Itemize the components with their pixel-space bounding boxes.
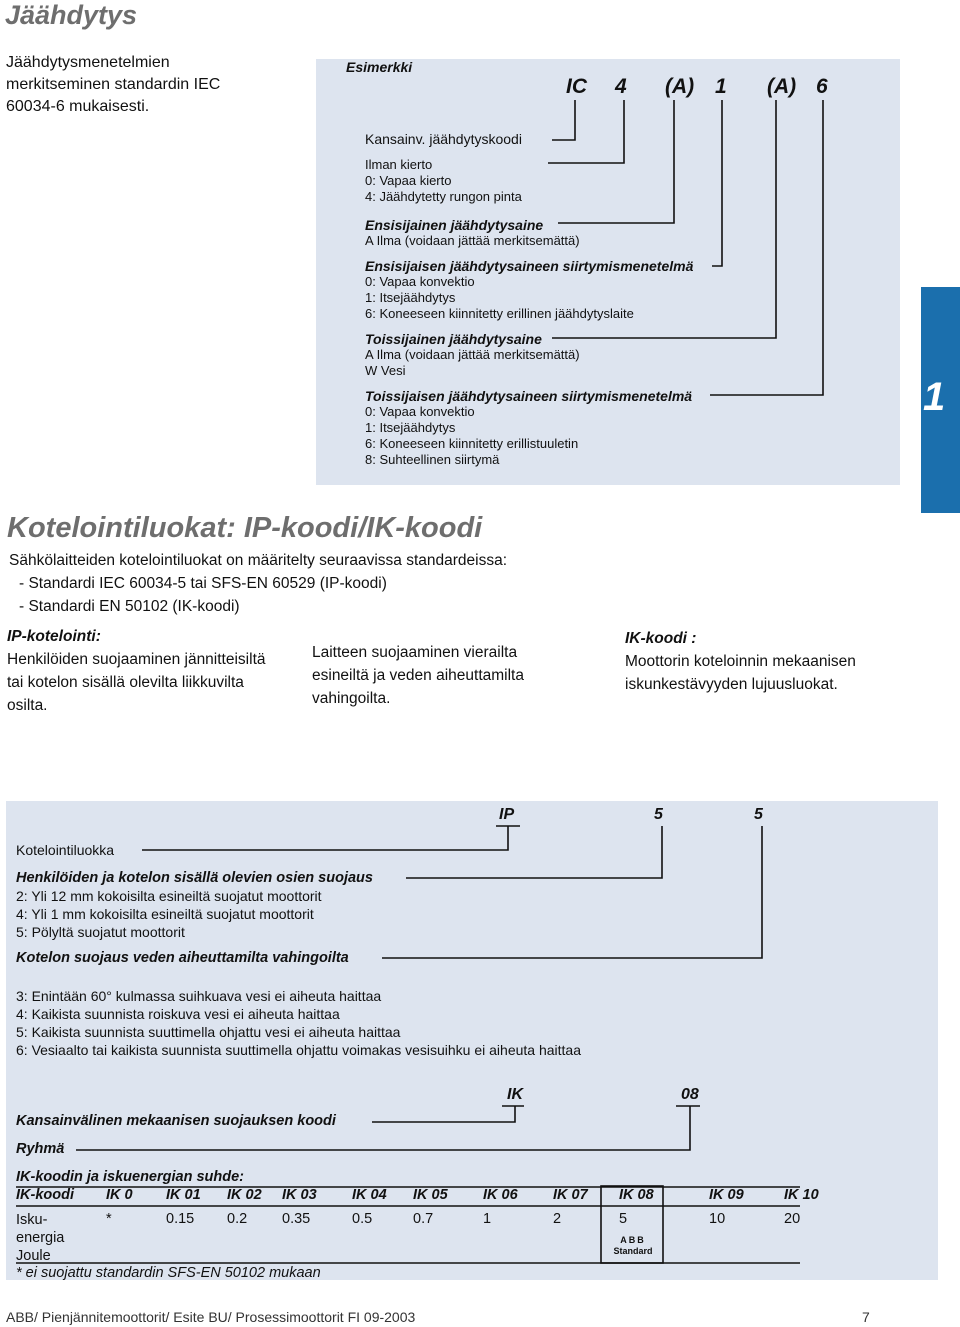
circuit-list: Ilman kierto 0: Vapaa kierto 4: Jäähdytetty rungon pinta bbox=[365, 157, 522, 204]
energy-value: 0.35 bbox=[282, 1211, 311, 1227]
water-protection: 3: Enintään 60° kulmassa suihkuava vesi ei aiheuta haittaa 4: Kaikista suunnista roiskuva vesi ei aiheuta haittaa 5: Kaikista suunnista suuttimella ohjattu vesi ei aiheuta haittaa 6: Vesiaalto tai kaikista suunnista suuttimella ohjattu voimakas vesisuihku ei aiheuta haittaa bbox=[16, 988, 581, 1058]
intro-text: Jäähdytysmenetelmien merkitseminen standardin IEC 60034-6 mukaisesti. bbox=[6, 54, 221, 115]
intl-code-label: Kansainv. jäähdytyskoodi bbox=[365, 131, 522, 147]
enclosure-title: Kotelointiluokat: IP-koodi/IK-koodi bbox=[7, 512, 483, 544]
ik-description: IK-koodi : Moottorin koteloinnin mekaanisen iskunkestävyyden lujuusluokat. bbox=[625, 630, 856, 693]
water-heading: Kotelon suojaus veden aiheuttamilta vahingoilta bbox=[16, 950, 349, 966]
ic-code-secondary-method: 6 bbox=[816, 75, 828, 98]
group-label: Ryhmä bbox=[16, 1141, 65, 1157]
ic-code-secondary: (A) bbox=[767, 75, 797, 98]
energy-value: 1 bbox=[483, 1211, 492, 1227]
ik-header-label: IK-koodi bbox=[16, 1187, 74, 1203]
abb-standard-note: ABB Standard bbox=[613, 1235, 653, 1256]
ik-header-cell: IK 07 bbox=[553, 1187, 588, 1203]
chapter-tab bbox=[921, 287, 960, 513]
secondary-coolant: Toissijainen jäähdytysaine A Ilma (voidaan jättää merkitsemättä) W Vesi bbox=[365, 331, 580, 378]
energy-label: Isku- energia Joule bbox=[16, 1212, 65, 1264]
class-label: Kotelointiluokka bbox=[16, 842, 115, 858]
ic-code-circuit: 4 bbox=[615, 75, 627, 98]
ik-header-cell: IK 05 bbox=[413, 1187, 448, 1203]
ik-header-cell: IK 10 bbox=[784, 1187, 819, 1203]
page-title: Jäähdytys bbox=[5, 0, 138, 30]
energy-value: 0.15 bbox=[166, 1211, 195, 1227]
ik-header-cell: IK 06 bbox=[483, 1187, 518, 1203]
ik-header-cell: IK 04 bbox=[352, 1187, 387, 1203]
ic-code-ic: IC bbox=[566, 75, 587, 98]
ik-header-cell: IK 03 bbox=[282, 1187, 317, 1203]
ic-code-primary-method: 1 bbox=[715, 75, 727, 98]
ik-header-cell: IK 09 bbox=[709, 1187, 744, 1203]
ip-code-first-digit: 5 bbox=[654, 806, 663, 823]
energy-value: 2 bbox=[553, 1211, 562, 1227]
examples-label: Esimerkki bbox=[346, 59, 413, 75]
page-number: 7 bbox=[862, 1309, 870, 1325]
footer-text: ABB/ Pienjännitemoottorit/ Esite BU/ Prosessimoottorit FI 09-2003 bbox=[6, 1309, 416, 1325]
ik-header-cell: IK 01 bbox=[166, 1187, 201, 1203]
secondary-method: Toissijaisen jäähdytysaineen siirtymismenetelmä 0: Vapaa konvektio 1: Itsejäähdytys 6: Koneeseen kiinnitetty erillistuuletin 8: Suhteellinen siirtymä bbox=[365, 388, 693, 467]
energy-value: 0.5 bbox=[352, 1211, 373, 1227]
ik-relation-heading: IK-koodin ja iskuenergian suhde: bbox=[16, 1169, 245, 1185]
chapter-number: 1 bbox=[923, 375, 946, 419]
energy-value: 0.7 bbox=[413, 1211, 434, 1227]
ik-footnote: * ei suojattu standardin SFS-EN 50102 mukaan bbox=[16, 1265, 321, 1281]
ik-header-cell: IK 02 bbox=[227, 1187, 262, 1203]
persons-protection: Henkilöiden ja kotelon sisällä olevien osien suojaus 2: Yli 12 mm kokoisilta esineiltä suojatut moottorit 4: Yli 1 mm kokoisilta esineiltä suojatut moottorit 5: Pölyltä suojatut moottorit bbox=[16, 870, 373, 940]
energy-value: 20 bbox=[784, 1211, 801, 1227]
ip-code-second-digit: 5 bbox=[754, 806, 763, 823]
enclosure-intro: Sähkölaitteiden kotelointiluokat on määritelty seuraavissa standardeissa: - Standardi IEC 60034-5 tai SFS-EN 60529 (IP-koodi) - Standardi EN 50102 (IK-koodi) bbox=[9, 552, 508, 615]
foreign-objects-description: Laitteen suojaaminen vierailta esineiltä ja veden aiheuttamilta vahingoilta. bbox=[312, 644, 524, 707]
ip-code-ip: IP bbox=[499, 806, 515, 823]
ip-description: IP-kotelointi: Henkilöiden suojaaminen jännitteisiltä tai kotelon sisällä olevilta liikkuvilta osilta. bbox=[7, 628, 266, 714]
primary-coolant: Ensisijainen jäähdytysaine A Ilma (voidaan jättää merkitsemättä) bbox=[365, 217, 580, 248]
primary-method: Ensisijaisen jäähdytysaineen siirtymismenetelmä 0: Vapaa konvektio 1: Itsejäähdytys 6: Koneeseen kiinnitetty erillinen jäähdytyslaite bbox=[365, 258, 694, 321]
energy-value: 5 bbox=[619, 1211, 628, 1227]
ik-intl-label: Kansainvälinen mekaanisen suojauksen koodi bbox=[16, 1113, 336, 1129]
ik-header-cell: IK 08 bbox=[619, 1187, 654, 1203]
energy-value: * bbox=[106, 1211, 112, 1227]
ik-code-ik: IK bbox=[507, 1086, 523, 1103]
ik-code-number: 08 bbox=[681, 1086, 699, 1103]
energy-value: 0.2 bbox=[227, 1211, 248, 1227]
ik-header-cell: IK 0 bbox=[106, 1187, 133, 1203]
ic-code-primary: (A) bbox=[665, 75, 695, 98]
energy-value: 10 bbox=[709, 1211, 726, 1227]
